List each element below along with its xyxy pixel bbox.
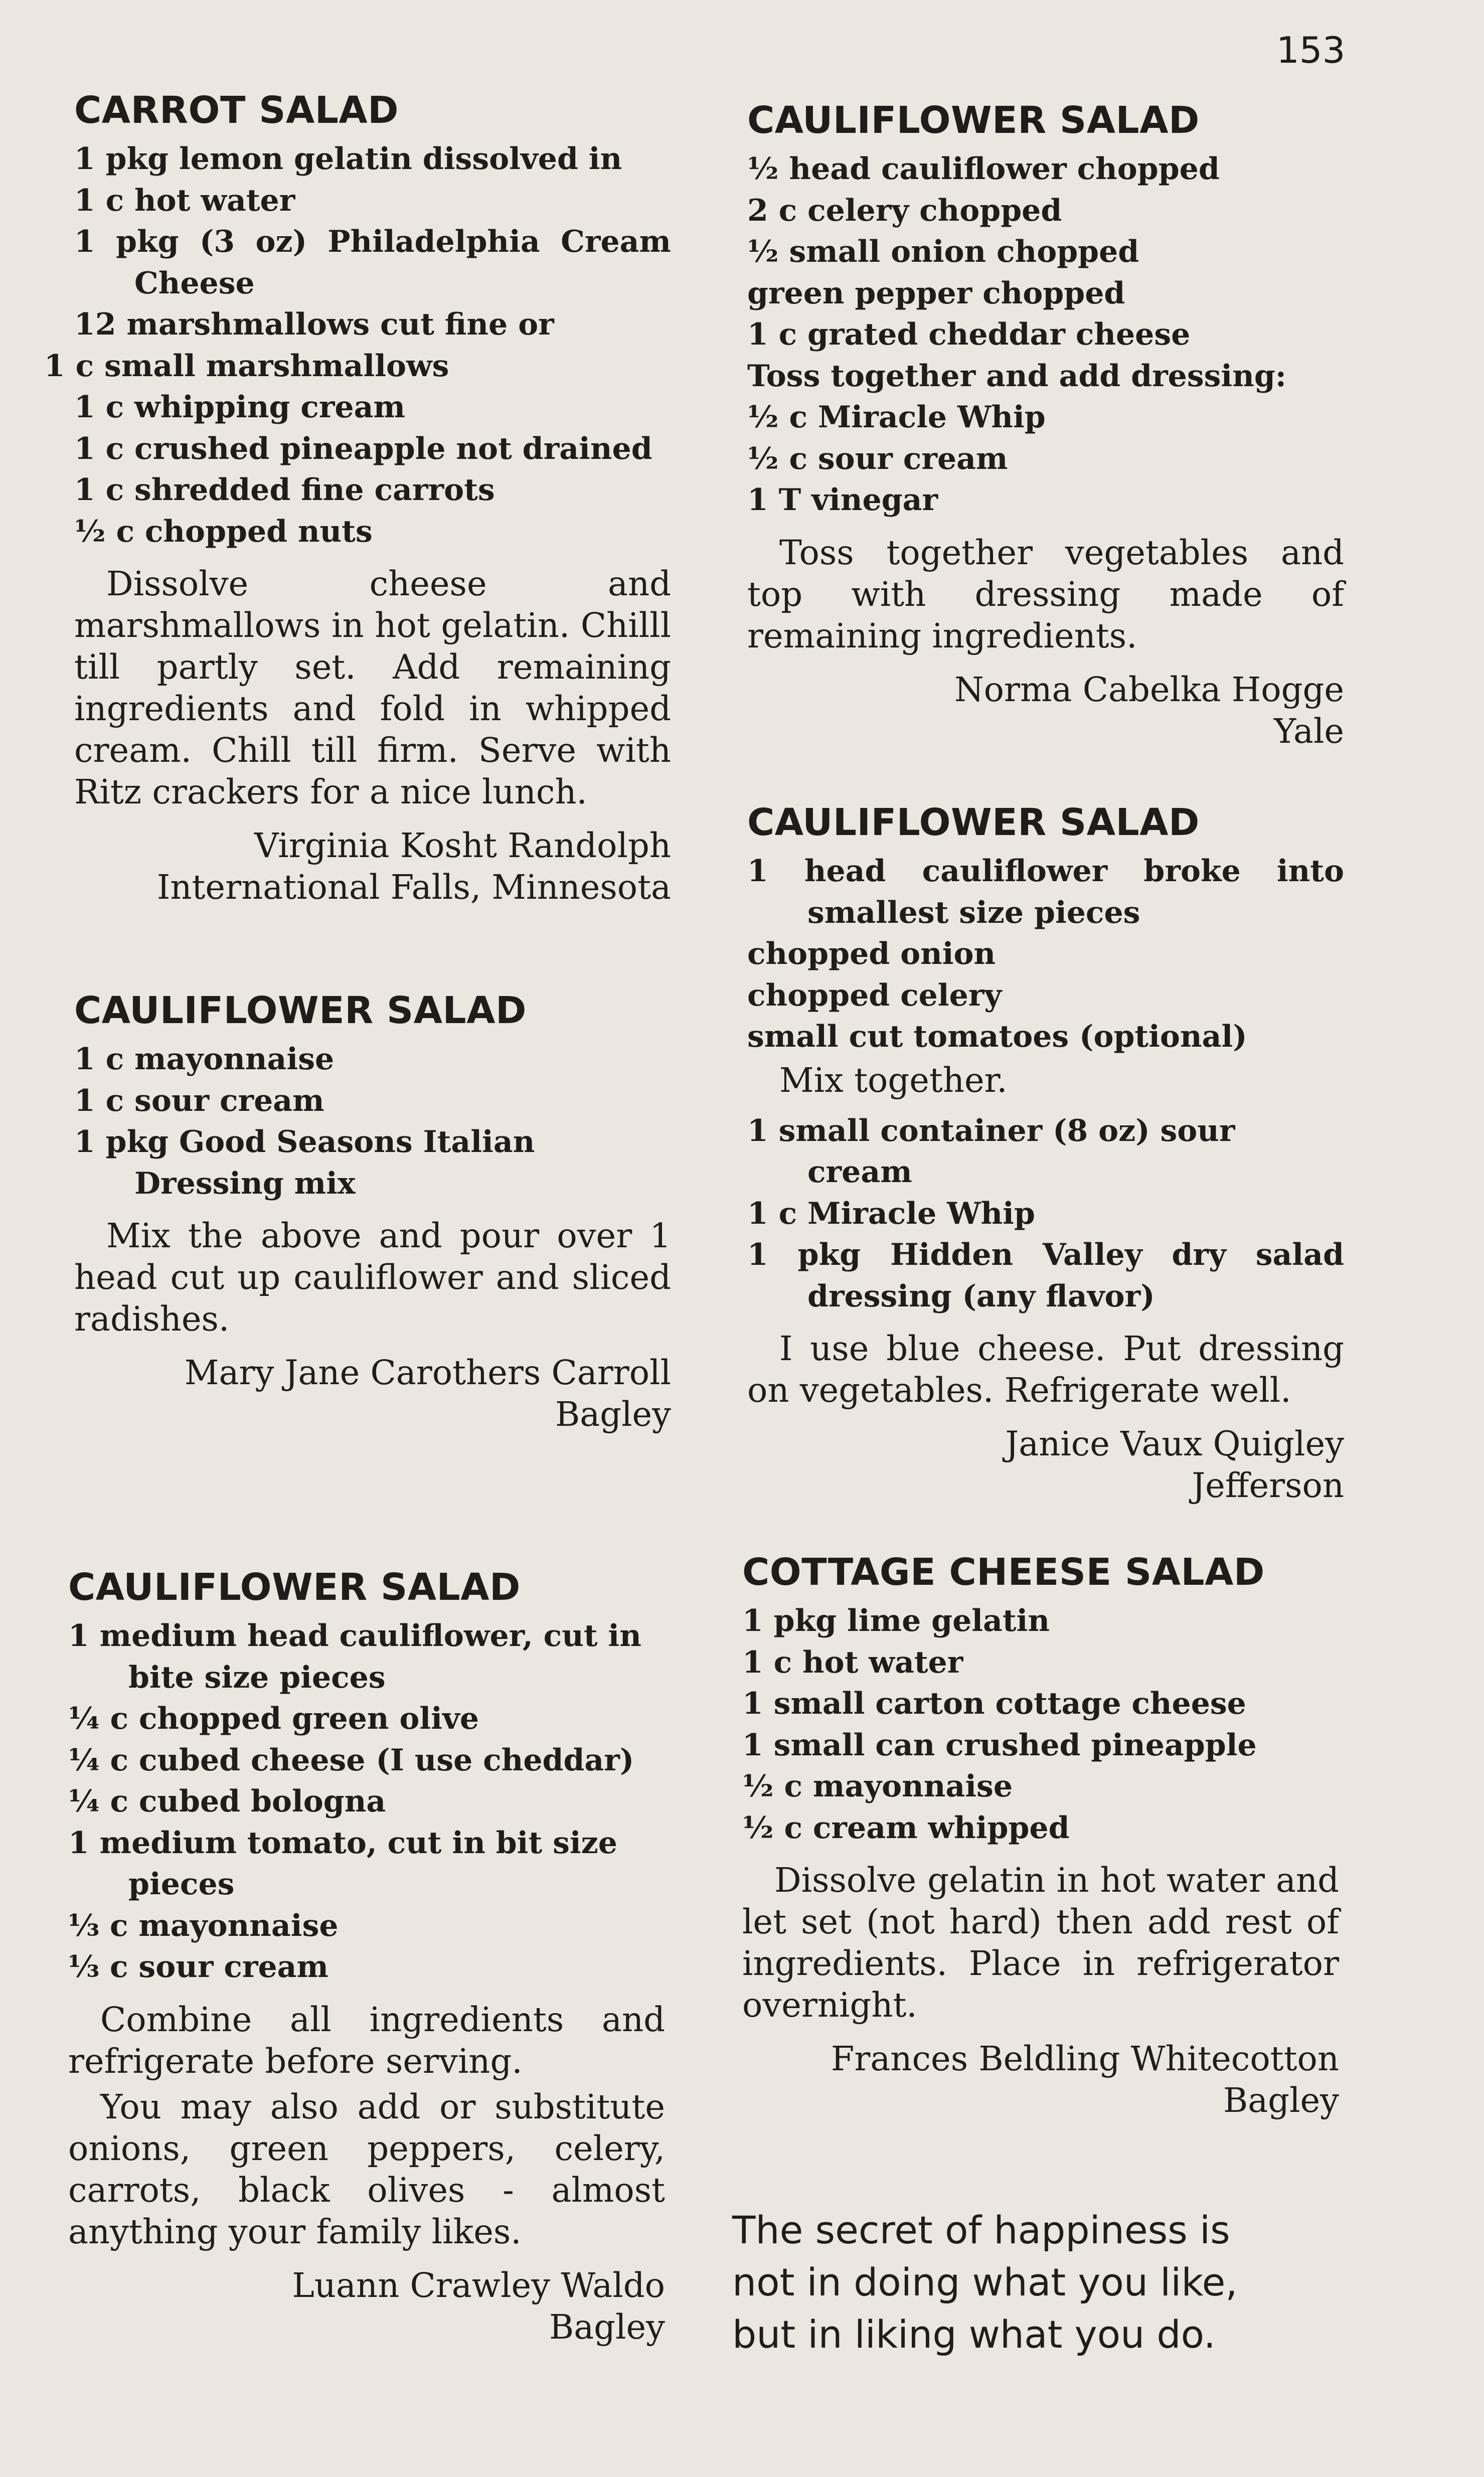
author-name: Mary Jane Carothers Carroll bbox=[184, 1353, 671, 1392]
ingredient-list bbox=[74, 1039, 671, 1204]
ingredient: 1 medium head cauliflower, cut in bite size pieces bbox=[68, 1618, 641, 1695]
recipe-cottage-cheese-salad bbox=[742, 1547, 1339, 2121]
ingredient-list bbox=[742, 1600, 1339, 1849]
ingredient: ¼ c chopped green olive bbox=[68, 1701, 479, 1736]
recipe-title: CAULIFLOWER SALAD bbox=[747, 99, 1200, 142]
ingredient: ½ c sour cream bbox=[747, 441, 1008, 476]
ingredient: 1 small container (8 oz) sour cream bbox=[747, 1113, 1235, 1190]
recipe-title: CARROT SALAD bbox=[74, 89, 399, 132]
recipe-title: CAULIFLOWER SALAD bbox=[74, 989, 527, 1032]
ingredient: chopped celery bbox=[747, 977, 1002, 1013]
directions: Dissolve cheese and marshmallows in hot gelatin. Chilll till partly set. Add remaining ingredients and fold in whipped cream. Chill till firm. Serve with Ritz crackers for a nice lunch. bbox=[74, 564, 671, 811]
attribution bbox=[742, 2038, 1339, 2121]
author-name: Virginia Kosht Randolph bbox=[254, 826, 671, 865]
ingredient: Toss together and add dressing: bbox=[747, 358, 1286, 394]
author-town: International Falls, Minnesota bbox=[156, 868, 671, 907]
happiness-quote bbox=[732, 2204, 1359, 2361]
directions: I use blue cheese. Put dressing on vegetables. Refrigerate well. bbox=[747, 1329, 1344, 1410]
ingredient: 1 c crushed pineapple not drained bbox=[74, 431, 652, 466]
recipe-cauliflower-salad-2 bbox=[68, 1562, 665, 2348]
ingredient: ¼ c cubed bologna bbox=[68, 1784, 386, 1819]
author-town: Bagley bbox=[1223, 2081, 1339, 2120]
attribution bbox=[747, 1423, 1344, 1507]
quote-line: not in doing what you like, bbox=[732, 2260, 1238, 2304]
ingredient: 12 marshmallows cut fine or bbox=[74, 307, 554, 342]
directions: Dissolve gelatin in hot water and let set (not hard) then add rest of ingredients. Place in refrigerator overnight. bbox=[742, 1861, 1339, 2025]
ingredient: 1 small can crushed pineapple bbox=[742, 1727, 1257, 1763]
recipe-carrot-salad bbox=[44, 85, 671, 908]
ingredient: green pepper chopped bbox=[747, 275, 1125, 311]
recipe-cauliflower-salad-3 bbox=[747, 95, 1344, 752]
ingredient: ⅓ c sour cream bbox=[68, 1949, 329, 1985]
ingredient: ½ head cauliflower chopped bbox=[747, 151, 1220, 187]
ingredient: 1 head cauliflower broke into smallest size pieces bbox=[747, 854, 1344, 930]
author-name: Luann Crawley Waldo bbox=[292, 2265, 665, 2305]
ingredient: 1 pkg lime gelatin bbox=[742, 1603, 1050, 1638]
ingredient: 1 small carton cottage cheese bbox=[742, 1686, 1246, 1721]
ingredient-list-dressing bbox=[747, 1110, 1344, 1317]
directions: Toss together vegetables and top with dressing made of remaining ingredients. bbox=[747, 533, 1344, 655]
ingredient: 1 c hot water bbox=[742, 1644, 963, 1680]
recipe-cauliflower-salad-4 bbox=[747, 797, 1344, 1507]
directions: Mix the above and pour over 1 head cut up cauliflower and sliced radishes. bbox=[74, 1216, 671, 1339]
author-town: Jefferson bbox=[1192, 1466, 1344, 1505]
ingredient-list bbox=[68, 1615, 665, 1988]
ingredient: 1 T vinegar bbox=[747, 482, 938, 518]
ingredient: 1 c hot water bbox=[74, 183, 295, 218]
attribution bbox=[74, 1352, 671, 1435]
ingredient: 1 c sour cream bbox=[74, 1083, 324, 1118]
mid-directions: Mix together. bbox=[779, 1060, 1008, 1100]
ingredient: 1 pkg lemon gelatin dissolved in bbox=[74, 141, 622, 177]
ingredient: ½ c mayonnaise bbox=[742, 1769, 1013, 1804]
ingredient: small cut tomatoes (optional) bbox=[747, 1019, 1247, 1054]
ingredient-list bbox=[747, 851, 1344, 1058]
page-number: 153 bbox=[1276, 29, 1346, 71]
ingredient: 1 medium tomato, cut in bit size pieces bbox=[68, 1825, 617, 1902]
author-name: Frances Beldling Whitecotton bbox=[831, 2039, 1339, 2078]
ingredient: 1 c whipping cream bbox=[74, 390, 405, 425]
ingredient: 2 c celery chopped bbox=[747, 193, 1062, 228]
ingredient: ½ c chopped nuts bbox=[74, 514, 373, 549]
ingredient-list bbox=[747, 148, 1344, 521]
recipe-title: COTTAGE CHEESE SALAD bbox=[742, 1551, 1265, 1594]
author-town: Bagley bbox=[549, 2307, 665, 2347]
author-town: Bagley bbox=[555, 1395, 671, 1434]
ingredient: 1 c grated cheddar cheese bbox=[747, 317, 1191, 352]
recipe-title: CAULIFLOWER SALAD bbox=[747, 801, 1200, 844]
quote-line: The secret of happiness is bbox=[732, 2208, 1230, 2252]
ingredient: chopped onion bbox=[747, 936, 996, 971]
ingredient: ¼ c cubed cheese (I use cheddar) bbox=[68, 1742, 634, 1778]
ingredient: 1 pkg (3 oz) Philadelphia Cream Cheese bbox=[74, 224, 671, 301]
ingredient: 1 c Miracle Whip bbox=[747, 1196, 1035, 1231]
attribution bbox=[74, 825, 671, 908]
ingredient: 1 pkg Good Seasons Italian Dressing mix bbox=[74, 1124, 535, 1201]
ingredient: 1 c small marshmallows bbox=[44, 348, 449, 384]
ingredient: ½ c Miracle Whip bbox=[747, 400, 1046, 435]
author-town: Yale bbox=[1273, 711, 1344, 751]
ingredient-list bbox=[44, 138, 671, 552]
ingredient: 1 c mayonnaise bbox=[74, 1042, 335, 1077]
ingredient: ½ small onion chopped bbox=[747, 234, 1139, 269]
author-name: Janice Vaux Quigley bbox=[1005, 1424, 1344, 1463]
attribution bbox=[68, 2265, 665, 2348]
ingredient: ⅓ c mayonnaise bbox=[68, 1908, 339, 1943]
quote-line: but in liking what you do. bbox=[732, 2312, 1216, 2357]
ingredient: ½ c cream whipped bbox=[742, 1810, 1070, 1846]
recipe-cauliflower-salad-1 bbox=[74, 985, 671, 1435]
recipe-title: CAULIFLOWER SALAD bbox=[68, 1566, 521, 1609]
directions: Combine all ingredients and refrigerate before serving. bbox=[68, 2000, 665, 2081]
directions: You may also add or substitute onions, green peppers, celery, carrots, black olives - almost anything your family likes. bbox=[68, 2087, 665, 2251]
ingredient: 1 pkg Hidden Valley dry salad dressing (any flavor) bbox=[747, 1237, 1344, 1314]
attribution bbox=[747, 669, 1344, 752]
author-name: Norma Cabelka Hogge bbox=[954, 670, 1344, 709]
ingredient: 1 c shredded fine carrots bbox=[74, 472, 495, 508]
